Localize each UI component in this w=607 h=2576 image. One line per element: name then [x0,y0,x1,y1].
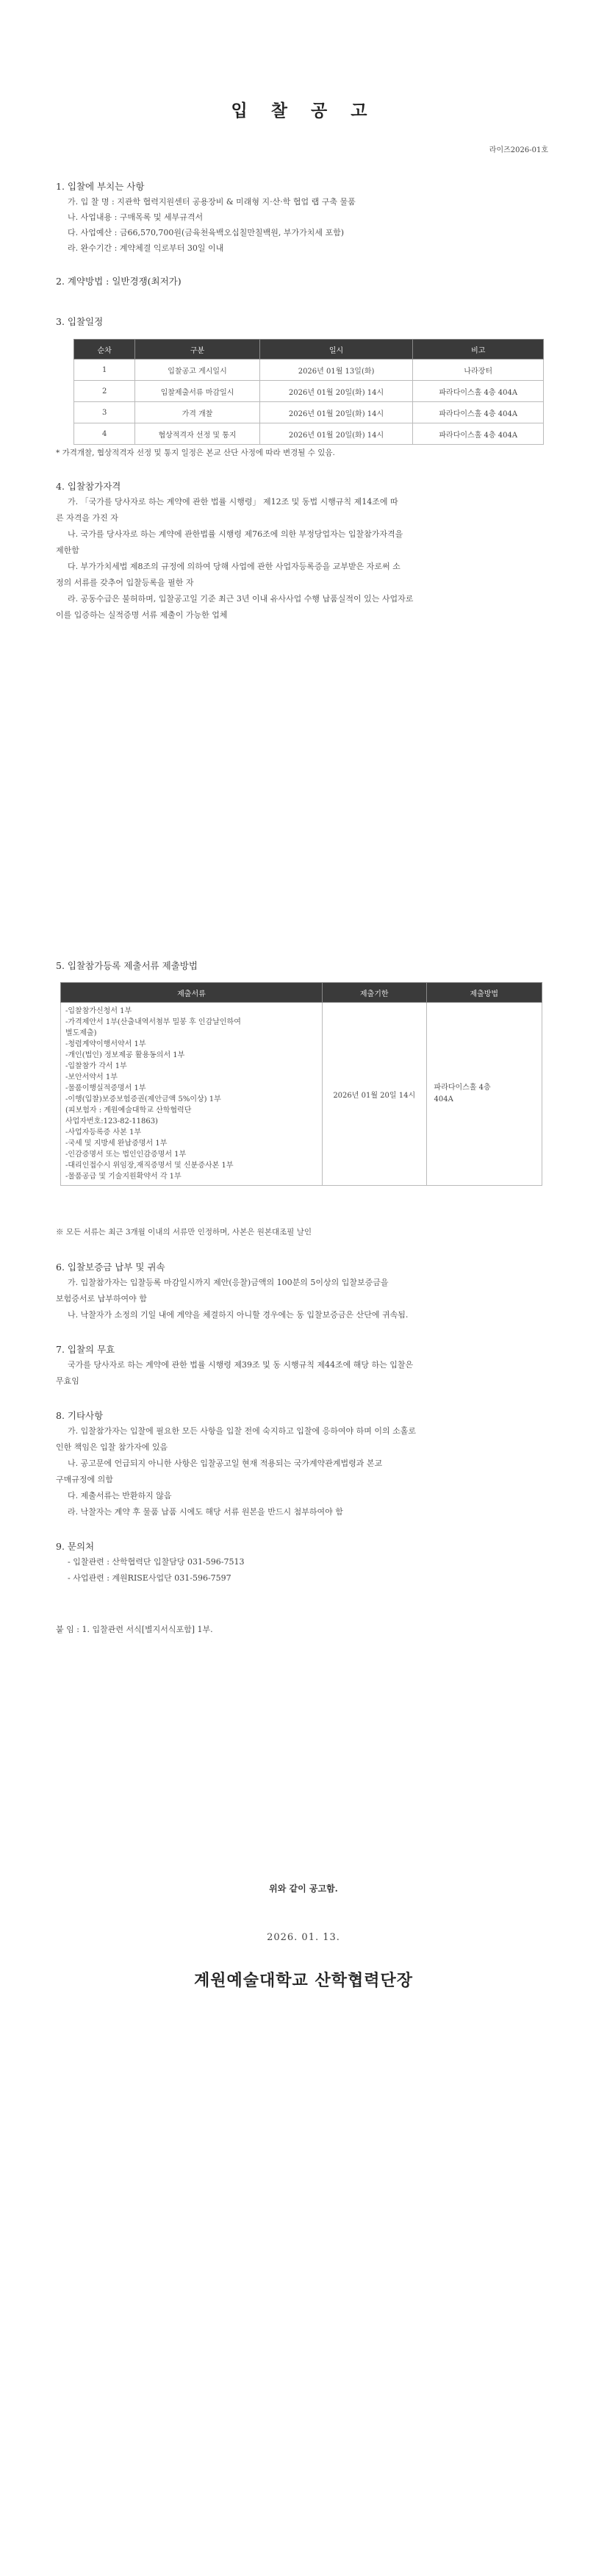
cell: 2026년 01월 20일(화) 14시 [259,381,413,402]
s4-line: 나. 국가를 당사자로 하는 계약에 관한법률 시행령 제76조에 의한 부정당업자는 입찰참가자격을 [68,529,403,539]
section-7-heading: 7. 입찰의 무효 [56,1344,115,1355]
doc-item: -입찰참가신청서 1부 [65,1007,132,1015]
col-category: 구분 [135,340,259,359]
doc-item: -대리인접수시 위임장,재직증명서 및 신분증사본 1부 [65,1162,234,1170]
cell: 2026년 01월 13일(화) [259,359,413,381]
issuer-name: 계원예술대학교 산학협력단장 [194,1971,413,1990]
method-cell [426,1003,542,1186]
col-deadline: 제출기한 [322,983,426,1003]
attachment-line: 붙 임 : 1. 입찰관련 서식[별지서식포함] 1부. [56,1625,213,1634]
doc-item: -입찰참가 각서 1부 [65,1062,127,1070]
document-title: 입 찰 공 고 [231,101,376,121]
s8-line: 다. 제출서류는 반환하지 않음 [68,1491,172,1500]
section-5-heading: 5. 입찰참가등록 제출서류 제출방법 [56,960,198,971]
section-9-heading: 9. 문의처 [56,1541,95,1552]
schedule-table [73,339,544,445]
s6-line: 가. 입찰참가자는 입찰등록 마감일시까지 제안(응찰)금액의 100분의 5이상의 입찰보증금을 [68,1278,389,1287]
section-6-heading: 6. 입찰보증금 납부 및 귀속 [56,1262,165,1273]
closing-phrase: 위와 같이 공고함. [269,1883,338,1894]
doc-item: -인감증명서 또는 법인인감증명서 1부 [65,1151,187,1159]
section-3-heading: 3. 입찰일정 [56,316,104,327]
deadline-cell: 2026년 01월 20일 14시 [322,1003,426,1186]
cell: 파라다이스홀 4층 404A [413,423,544,445]
s8-line: 구매규정에 의함 [56,1475,113,1484]
s1-item-na: 나. 사업내용 : 구매목록 및 세부규격서 [68,212,204,222]
s4-line: 가. 「국가를 당사자로 하는 계약에 관한 법률 시행령」 제12조 및 동법 시행규칙 제14조에 따 [68,497,398,507]
s9-line: - 입찰관련 : 산학협력단 입찰담당 031-596-7513 [68,1557,245,1567]
s4-line: 라. 공동수급은 불허하며, 입찰공고일 기준 최근 3년 이내 유사사업 수행 납품실적이 있는 사업자로 [68,594,414,604]
s8-line: 라. 낙찰자는 계약 후 물품 납품 시에도 해당 서류 원본을 반드시 첨부하여야 함 [68,1507,343,1517]
section-2-heading: 2. 계약방법 : 일반경쟁(최저가) [56,276,182,287]
s1-item-da: 다. 사업예산 : 금66,570,700원(금육천육백오십칠만칠백원, 부가가치세 포함) [68,228,345,237]
section-1-heading: 1. 입찰에 부치는 사항 [56,181,145,192]
col-datetime: 일시 [259,340,413,359]
doc-item: -물품공급 및 기술지원확약서 각 1부 [65,1173,182,1181]
s1-item-ra: 라. 완수기간 : 계약체결 익로부터 30일 이내 [68,243,224,253]
cell: 1 [74,359,135,381]
cell: 가격 개찰 [135,402,259,423]
doc-item: -이행(입찰)보증보험증권(제안금액 5%이상) 1부 [65,1095,221,1103]
cell: 2026년 01월 20일(화) 14시 [259,423,413,445]
cell: 나라장터 [413,359,544,381]
table-row [74,381,544,402]
section-4-heading: 4. 입찰참가자격 [56,481,121,492]
cell: 2 [74,381,135,402]
s7-line: 국가를 당사자로 하는 계약에 관한 법률 시행령 제39조 및 동 시행규칙 제44조에 해당 하는 입찰은 [68,1360,414,1370]
method-line: 404A [434,1095,453,1103]
cell: 3 [74,402,135,423]
s8-line: 가. 입찰참가자는 입찰에 필요한 모든 사항을 입찰 전에 숙지하고 입찰에 응하여야 하며 이의 소홀로 [68,1426,416,1436]
s6-line: 나. 낙찰자가 소정의 기일 내에 계약을 체결하지 아니할 경우에는 동 입찰보증금은 산단에 귀속됨. [68,1310,409,1320]
cell: 파라다이스홀 4층 404A [413,402,544,423]
doc-item: -가격제안서 1부(산출내역서첨부 밀봉 후 인감날인하여 [65,1018,241,1026]
s8-line: 인한 책임은 입찰 참가자에 있음 [56,1442,168,1452]
doc-item: -청렴계약이행서약서 1부 [65,1040,146,1048]
col-remarks: 비고 [413,340,544,359]
s4-line: 정의 서류를 갖추어 입찰등록을 필한 자 [56,578,194,587]
cell: 입찰공고 게시일시 [135,359,259,381]
doc-item: -보안서약서 1부 [65,1073,118,1081]
s7-line: 무효임 [56,1376,79,1386]
table-row [61,1003,542,1186]
cell: 입찰제출서류 마감일시 [135,381,259,402]
submission-note: ※ 모든 서류는 최근 3개월 이내의 서류만 인정하며, 사본은 원본대조필 날인 [56,1228,312,1237]
table-row [74,423,544,445]
doc-item: -국세 및 지방세 완납증명서 1부 [65,1139,168,1148]
cell: 파라다이스홀 4층 404A [413,381,544,402]
table-row [74,359,544,381]
s9-line: - 사업관련 : 계원RISE사업단 031-596-7597 [68,1573,231,1583]
document-number: 라이즈2026-01호 [489,146,548,154]
s4-line: 다. 부가가치세법 제8조의 규정에 의하여 당해 사업에 관한 사업자등록증을 교부받은 자로써 소 [68,562,401,571]
col-documents: 제출서류 [61,983,323,1003]
method-line: 파라다이스홀 4층 [434,1084,491,1092]
doc-item: 사업자번호:123-82-11863) [65,1117,158,1126]
submission-table [60,982,542,1186]
s6-line: 보험증서로 납부하여야 함 [56,1294,147,1303]
col-method: 제출방법 [426,983,542,1003]
s4-line: 른 자격을 가진 자 [56,513,118,523]
col-seq: 순차 [74,340,135,359]
doc-item: 별도제출) [65,1029,97,1037]
table-row [74,402,544,423]
cell: 2026년 01월 20일(화) 14시 [259,402,413,423]
section-8-heading: 8. 기타사항 [56,1410,104,1421]
s8-line: 나. 공고문에 언급되지 아니한 사항은 입찰공고일 현재 적용되는 국가계약관계법령과 본교 [68,1459,383,1468]
doc-item: -물품이행실적증명서 1부 [65,1084,146,1092]
doc-item: (피보험자 : 계원예술대학교 산학협력단 [65,1106,192,1115]
doc-item: -개인(법인) 정보제공 활용동의서 1부 [65,1051,185,1059]
doc-item: -사업자등록증 사본 1부 [65,1128,142,1137]
s1-item-ga: 가. 입 찰 명 : 지관학 협력지원센터 공용장비 & 미래형 지·산·학 협업 랩 구축 물품 [68,197,356,207]
schedule-note: * 가격개찰, 협상적격자 선정 및 통지 일정은 본교 산단 사정에 따라 변경될 수 있음. [56,448,335,457]
announcement-date: 2026. 01. 13. [267,1932,340,1943]
cell: 협상적격자 선정 및 통지 [135,423,259,445]
documents-list [61,1003,323,1186]
cell: 4 [74,423,135,445]
s4-line: 제한함 [56,545,79,555]
s4-line: 이를 입증하는 실적증명 서류 제출이 가능한 업체 [56,610,228,620]
